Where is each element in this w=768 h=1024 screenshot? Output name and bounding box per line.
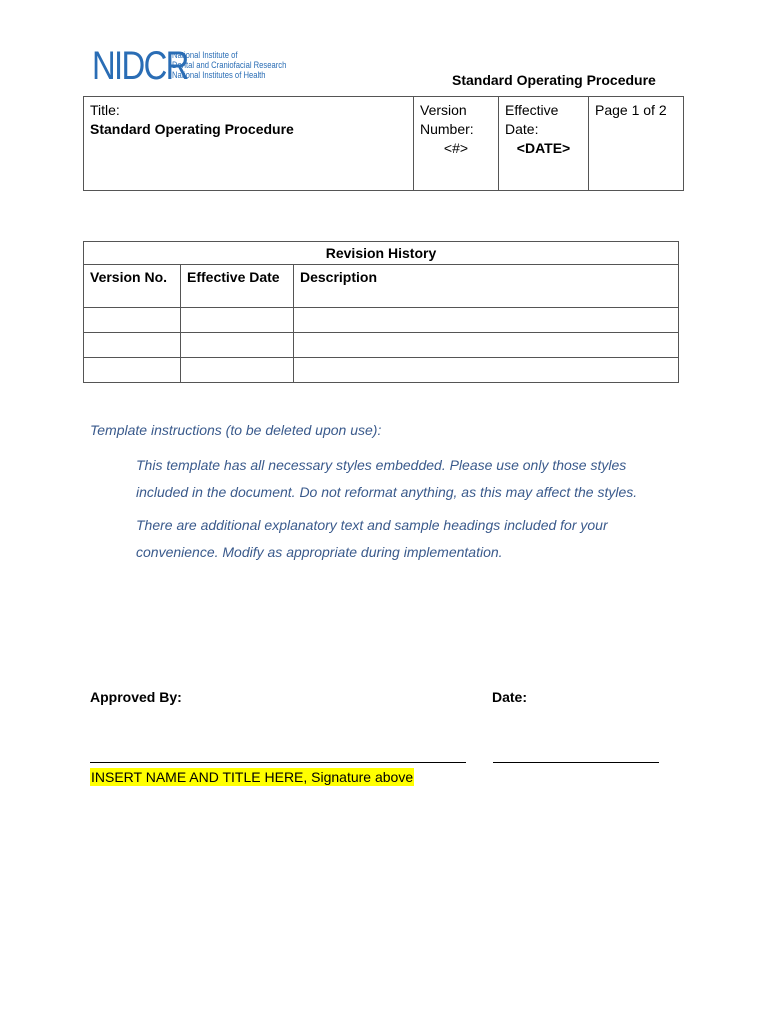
title-cell	[84, 97, 414, 191]
date-line	[493, 752, 659, 763]
approved-by-label: Approved By:	[90, 689, 182, 705]
instructions-paragraph-2: There are additional explanatory text and sample headings included for your convenience. Modify as appropriate during implementation.	[136, 517, 608, 560]
instructions-paragraph-1: This template has all necessary styles embedded. Please use only those styles included in the document. Do not reformat anything, as this may affect the styles.	[136, 457, 638, 500]
table-cell	[181, 358, 294, 383]
sop-info-table	[83, 96, 684, 191]
logo-mark: NIDCR	[92, 44, 188, 88]
table-cell	[84, 333, 181, 358]
logo-line-3: National Institutes of Health	[172, 70, 266, 80]
title-label: Title:	[90, 102, 120, 118]
effective-label-1: Effective	[505, 102, 559, 118]
revision-history-table	[83, 241, 679, 383]
table-cell	[84, 358, 181, 383]
table-cell	[84, 308, 181, 333]
table-cell	[294, 333, 679, 358]
version-cell	[414, 97, 499, 191]
logo-line-1: National Institute of	[172, 50, 238, 60]
template-instructions	[90, 422, 670, 572]
table-row	[84, 333, 679, 358]
signature-line	[90, 752, 466, 763]
signature-caption: INSERT NAME AND TITLE HERE, Signature above	[91, 769, 414, 785]
title-value: Standard Operating Procedure	[90, 121, 294, 137]
page-number: Page 1 of 2	[595, 102, 667, 118]
effective-label-2: Date:	[505, 121, 539, 137]
logo-line-2: Dental and Craniofacial Research	[172, 60, 287, 70]
revision-history-caption: Revision History	[84, 242, 679, 265]
table-cell	[294, 358, 679, 383]
date-label: Date:	[492, 689, 528, 705]
instructions-heading: Template instructions (to be deleted upon use):	[90, 422, 382, 438]
table-cell	[181, 333, 294, 358]
column-header-version: Version No.	[84, 265, 181, 308]
table-cell	[181, 308, 294, 333]
nidcr-logo	[92, 46, 307, 86]
table-row	[84, 358, 679, 383]
version-label-2: Number:	[420, 121, 474, 137]
logo-text	[172, 50, 286, 80]
column-header-description: Description	[294, 265, 679, 308]
effective-date-cell	[499, 97, 589, 191]
column-header-effective-date: Effective Date	[181, 265, 294, 308]
table-cell	[294, 308, 679, 333]
effective-value: <DATE>	[516, 140, 571, 156]
page-cell	[589, 97, 684, 191]
table-row	[84, 308, 679, 333]
version-label-1: Version	[420, 102, 467, 118]
version-value: <#>	[443, 140, 469, 156]
header-title: Standard Operating Procedure	[452, 72, 656, 88]
